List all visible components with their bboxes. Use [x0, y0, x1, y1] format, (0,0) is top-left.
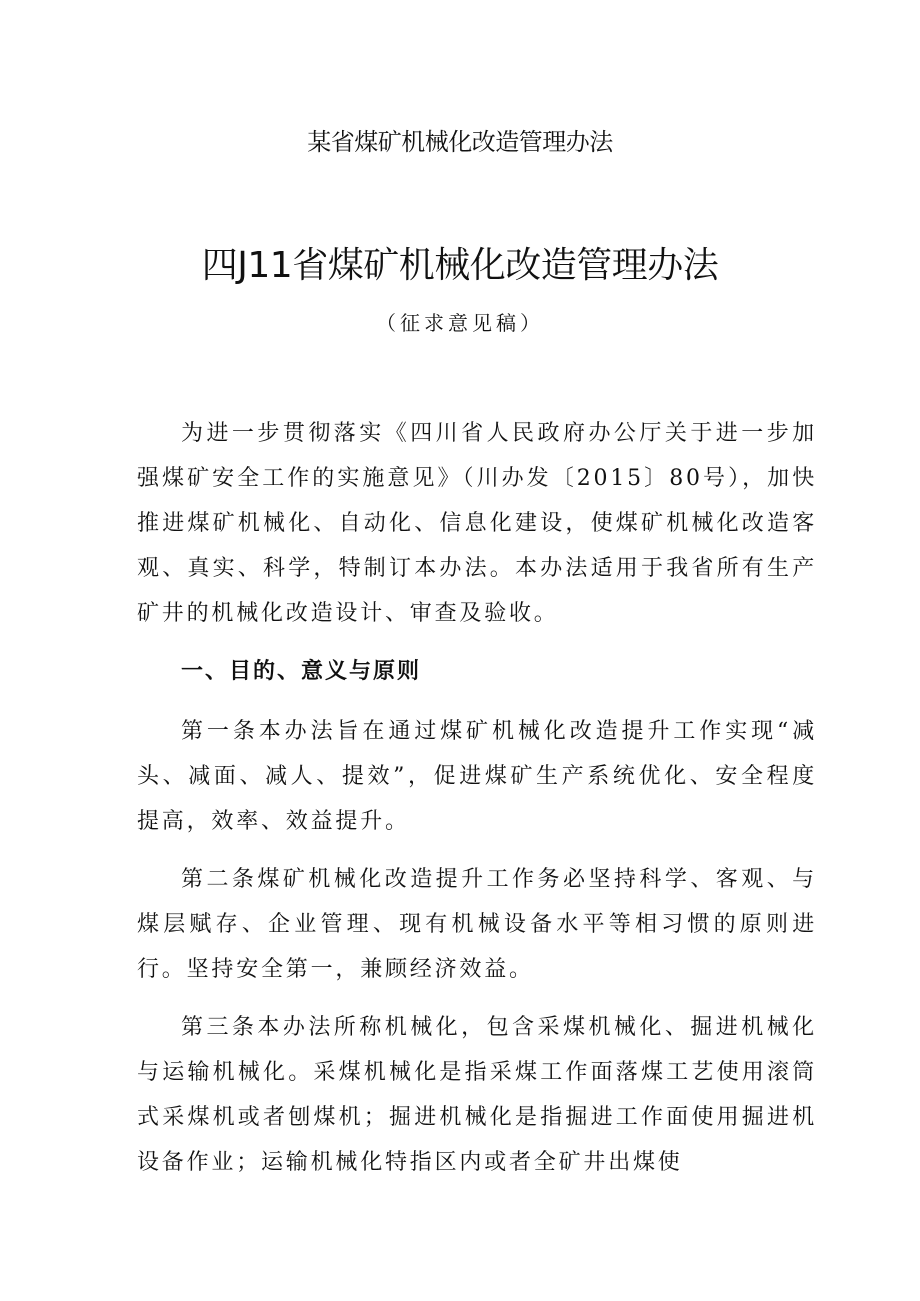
article-2-paragraph: 第二条煤矿机械化改造提升工作务必坚持科学、客观、与煤层赋存、企业管理、现有机械设备水平等相习惯的原则进行。坚持安全第一，兼顾经济效益。: [137, 867, 817, 982]
intro-paragraph: 为进一步贯彻落实《四川省人民政府办公厅关于进一步加强煤矿安全工作的实施意见》（川办发〔2015〕80号），加快推进煤矿机械化、自动化、信息化建设，使煤矿机械化改造客观、真实、科学，特制订本办法。本办法适用于我省所有生产矿井的机械化改造设计、审查及验收。: [137, 421, 817, 626]
article-1-paragraph: 第一条本办法旨在通过煤矿机械化改造提升工作实现“减头、减面、减人、提效”，促进煤矿生产系统优化、安全程度提高，效率、效益提升。: [137, 719, 817, 834]
article-3-paragraph: 第三条本办法所称机械化，包含采煤机械化、掘进机械化与运输机械化。采煤机械化是指采煤工作面落煤工艺使用滚筒式采煤机或者刨煤机；掘进机械化是指掘进工作面使用掘进机设备作业；运输机械化特指区内或者全矿井出煤使: [137, 1015, 817, 1175]
section-heading: 一、目的、意义与原则: [181, 659, 422, 684]
header-title: 某省煤矿机械化改造管理办法: [307, 128, 613, 156]
document-title: 四J11省煤矿机械化改造管理办法: [201, 245, 719, 286]
document-subtitle: （征求意见稿）: [376, 311, 544, 335]
document-body: [137, 411, 817, 1198]
